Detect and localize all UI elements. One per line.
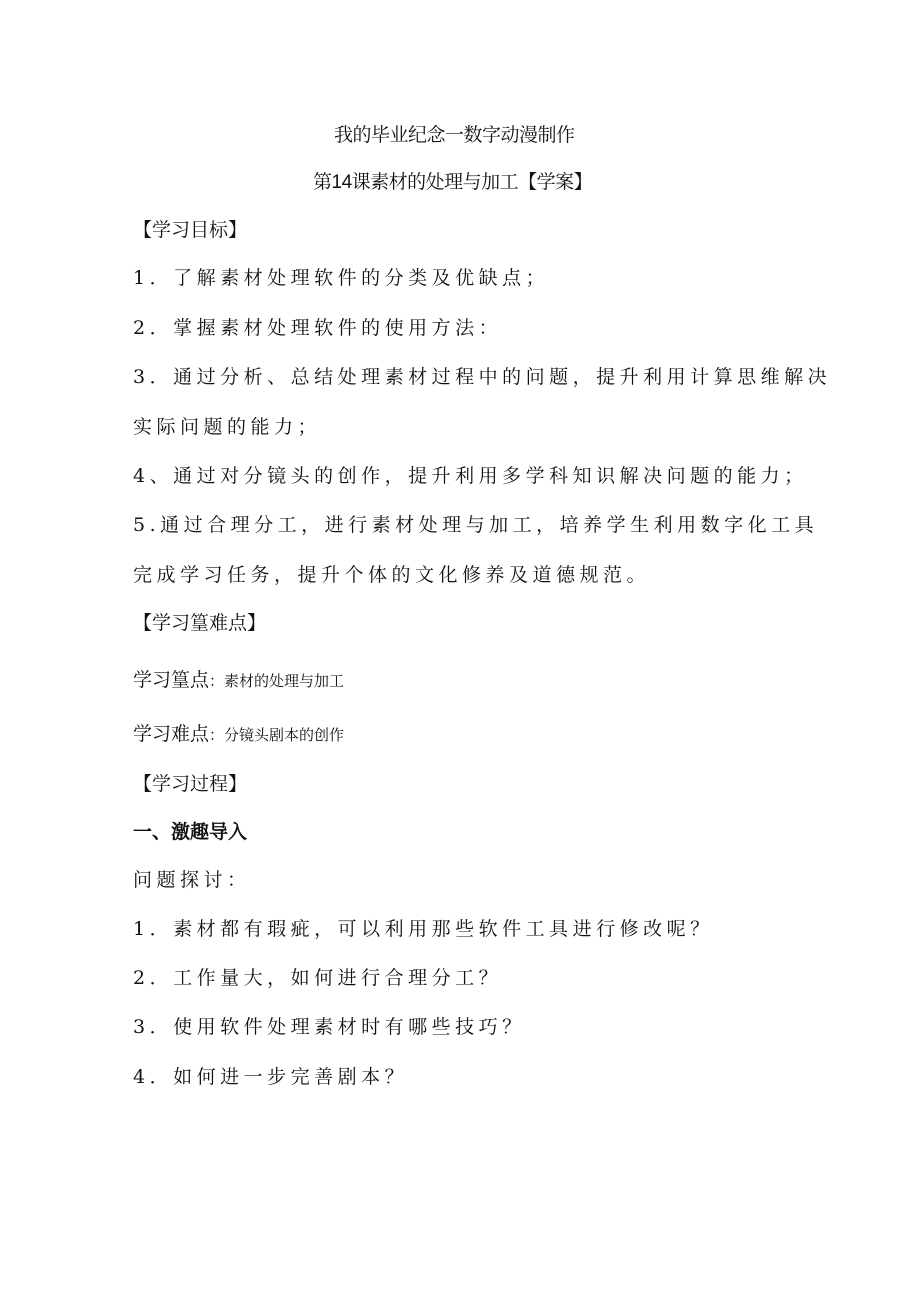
difficulty-label: 学习难点 (133, 724, 210, 745)
objective-item-5: 5.通过合理分工，进行素材处理与加工，培养学生利用数字化工具 (133, 514, 819, 536)
question-item-3: 3．使用软件处理素材时有哪些技巧？ (133, 1016, 526, 1038)
objective-item-2: 2．掌握素材处理软件的使用方法： (133, 317, 503, 339)
question-item-2: 2．工作量大，如何进行合理分工？ (133, 967, 503, 989)
questions-intro: 问题探讨： (133, 869, 251, 891)
objective-item-5-continued: 完成学习任务，提升个体的文化修养及道德规范。 (133, 564, 651, 586)
question-item-4: 4．如何进一步完善剧本？ (133, 1066, 409, 1088)
objective-item-4: 4、通过对分镜头的创作，提升利用多学科知识解决问题的能力； (133, 465, 808, 487)
process-heading: 【学习过程】 (133, 774, 248, 795)
lesson-subtitle: 第14课素材的处理与加工【学案】 (313, 172, 593, 193)
key-points-heading: 【学习篁难点】 (133, 613, 267, 634)
difficulty-row (133, 725, 344, 744)
objective-item-1: 1．了解素材处理软件的分类及优缺点； (133, 267, 550, 289)
key-point-value: ：素材的处理与加工 (209, 673, 345, 690)
document-title: 我的毕业纪念一数字动漫制作 (334, 125, 575, 146)
difficulty-value: ：分镜头剧本的创作 (209, 727, 345, 744)
objective-item-3: 3．通过分析、总结处理素材过程中的问题，提升利用计算思维解决 (133, 366, 832, 388)
key-point-label: 学习篁点 (133, 670, 210, 691)
objectives-heading: 【学习目标】 (133, 220, 248, 241)
part1-heading: 一、激趣导入 (133, 822, 248, 843)
question-item-1: 1．素材都有瑕疵，可以利用那些软件工具进行修改呢？ (133, 918, 714, 940)
key-point-row (133, 671, 344, 690)
objective-item-3-continued: 实际问题的能力； (133, 416, 322, 438)
